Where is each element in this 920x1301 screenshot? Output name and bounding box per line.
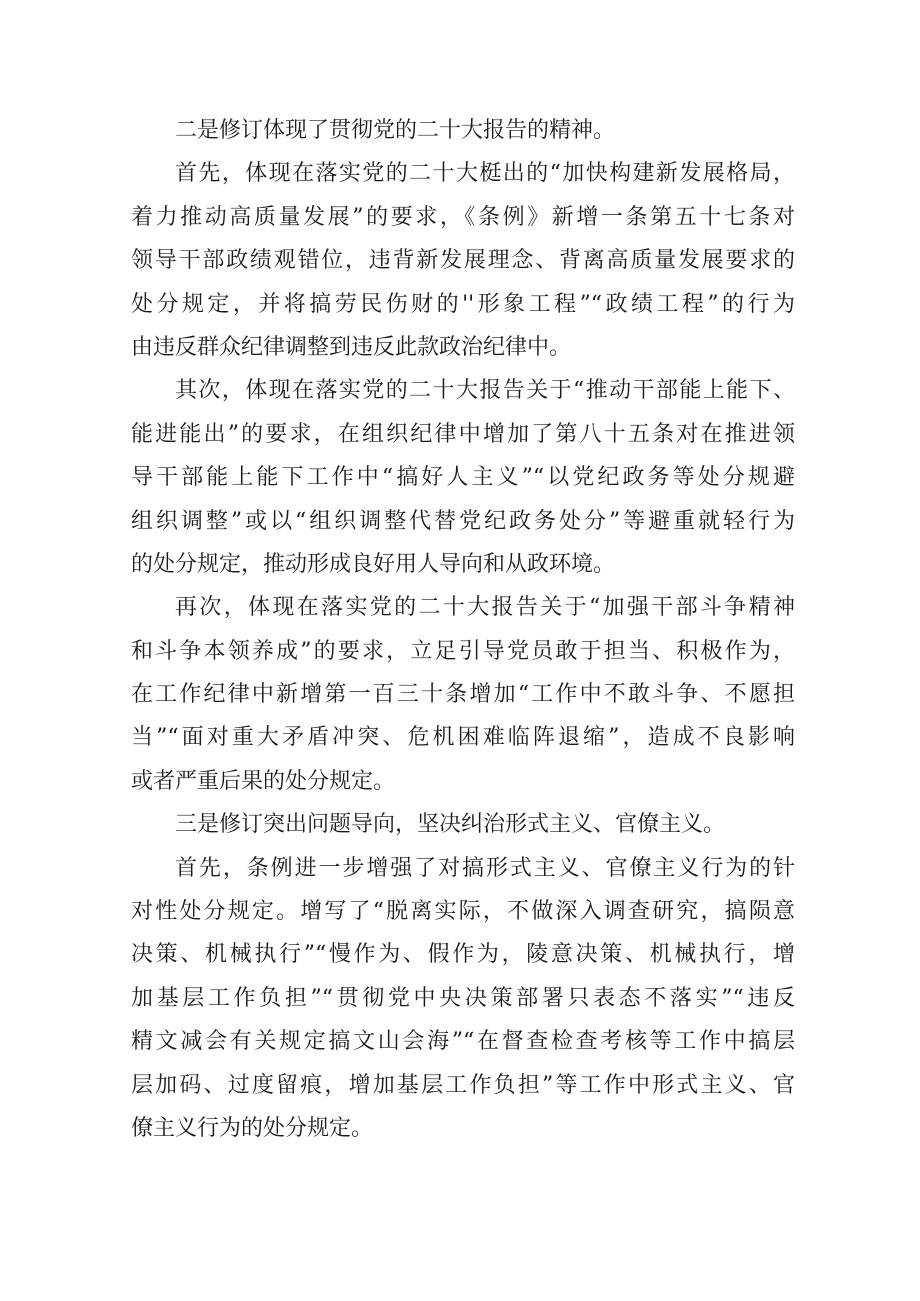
text-line: 再次，体现在落实党的二十大报告关于“加强干部斗争精神 — [175, 595, 795, 621]
text-line: 二是修订体现了贯彻党的二十大报告的精神。 — [175, 118, 616, 143]
text-line: 层加码、过度留痕，增加基层工作负担”等工作中形式主义、官 — [131, 1072, 795, 1098]
text-line: 由违反群众纪律调整到违反此款政治纪律中。 — [131, 334, 572, 360]
text-line: 能进能出”的要求，在组织纪律中增加了第八十五条对在推进领 — [131, 421, 795, 447]
document-body — [131, 109, 795, 1150]
text-line: 组织调整”或以“组织调整代替党纪政务处分”等避重就轻行为 — [131, 508, 795, 534]
text-line: 加基层工作负担”“贯彻党中央决策部署只表态不落实”“违反 — [131, 985, 795, 1011]
text-line: 或者严重后果的处分规定。 — [131, 768, 396, 794]
text-line: 精文减会有关规定搞文山会海”“在督查检查考核等工作中搞层 — [131, 1029, 795, 1055]
text-line: 的处分规定，推动形成良好用人导向和从政环境。 — [131, 551, 616, 577]
text-line: 其次，体现在落实党的二十大报告关于“推动干部能上能下、 — [175, 378, 795, 404]
text-line: 处分规定，并将搞劳民伤财的''形象工程”“政绩工程”的行为 — [131, 291, 795, 317]
text-line: 首先，条例进一步增强了对搞形式主义、官僚主义行为的针 — [175, 855, 795, 881]
text-line: 和斗争本领养成”的要求，立足引导党员敢于担当、积极作为， — [131, 638, 795, 664]
text-line: 首先，体现在落实党的二十大梃出的“加快构建新发展格局， — [175, 161, 795, 187]
text-line: 导干部能上能下工作中“搞好人主义”“以党纪政务等处分规避 — [131, 465, 795, 491]
text-line: 决策、机械执行”“慢作为、假作为，陵意决策、机械执行，增 — [131, 942, 795, 968]
text-line: 着力推动高质量发展”的要求，《条例》新增一条第五十七条对 — [131, 204, 795, 230]
text-line: 僚主义行为的处分规定。 — [131, 1115, 374, 1141]
text-line: 领导干部政绩观错位，违背新发展理念、背离高质量发展要求的 — [131, 248, 795, 274]
text-line: 当”“面对重大矛盾冲突、危机困难临阵退缩”，造成不良影响 — [131, 725, 795, 751]
text-line: 三是修订突出问题导向，坚决纠治形式主义、官僚主义。 — [175, 812, 726, 838]
text-line: 对性处分规定。增写了“脱离实际，不做深入调查研究，搞陨意 — [131, 899, 795, 925]
text-line: 在工作纪律中新增第一百三十条增加“工作中不敢斗争、不愿担 — [131, 682, 795, 708]
